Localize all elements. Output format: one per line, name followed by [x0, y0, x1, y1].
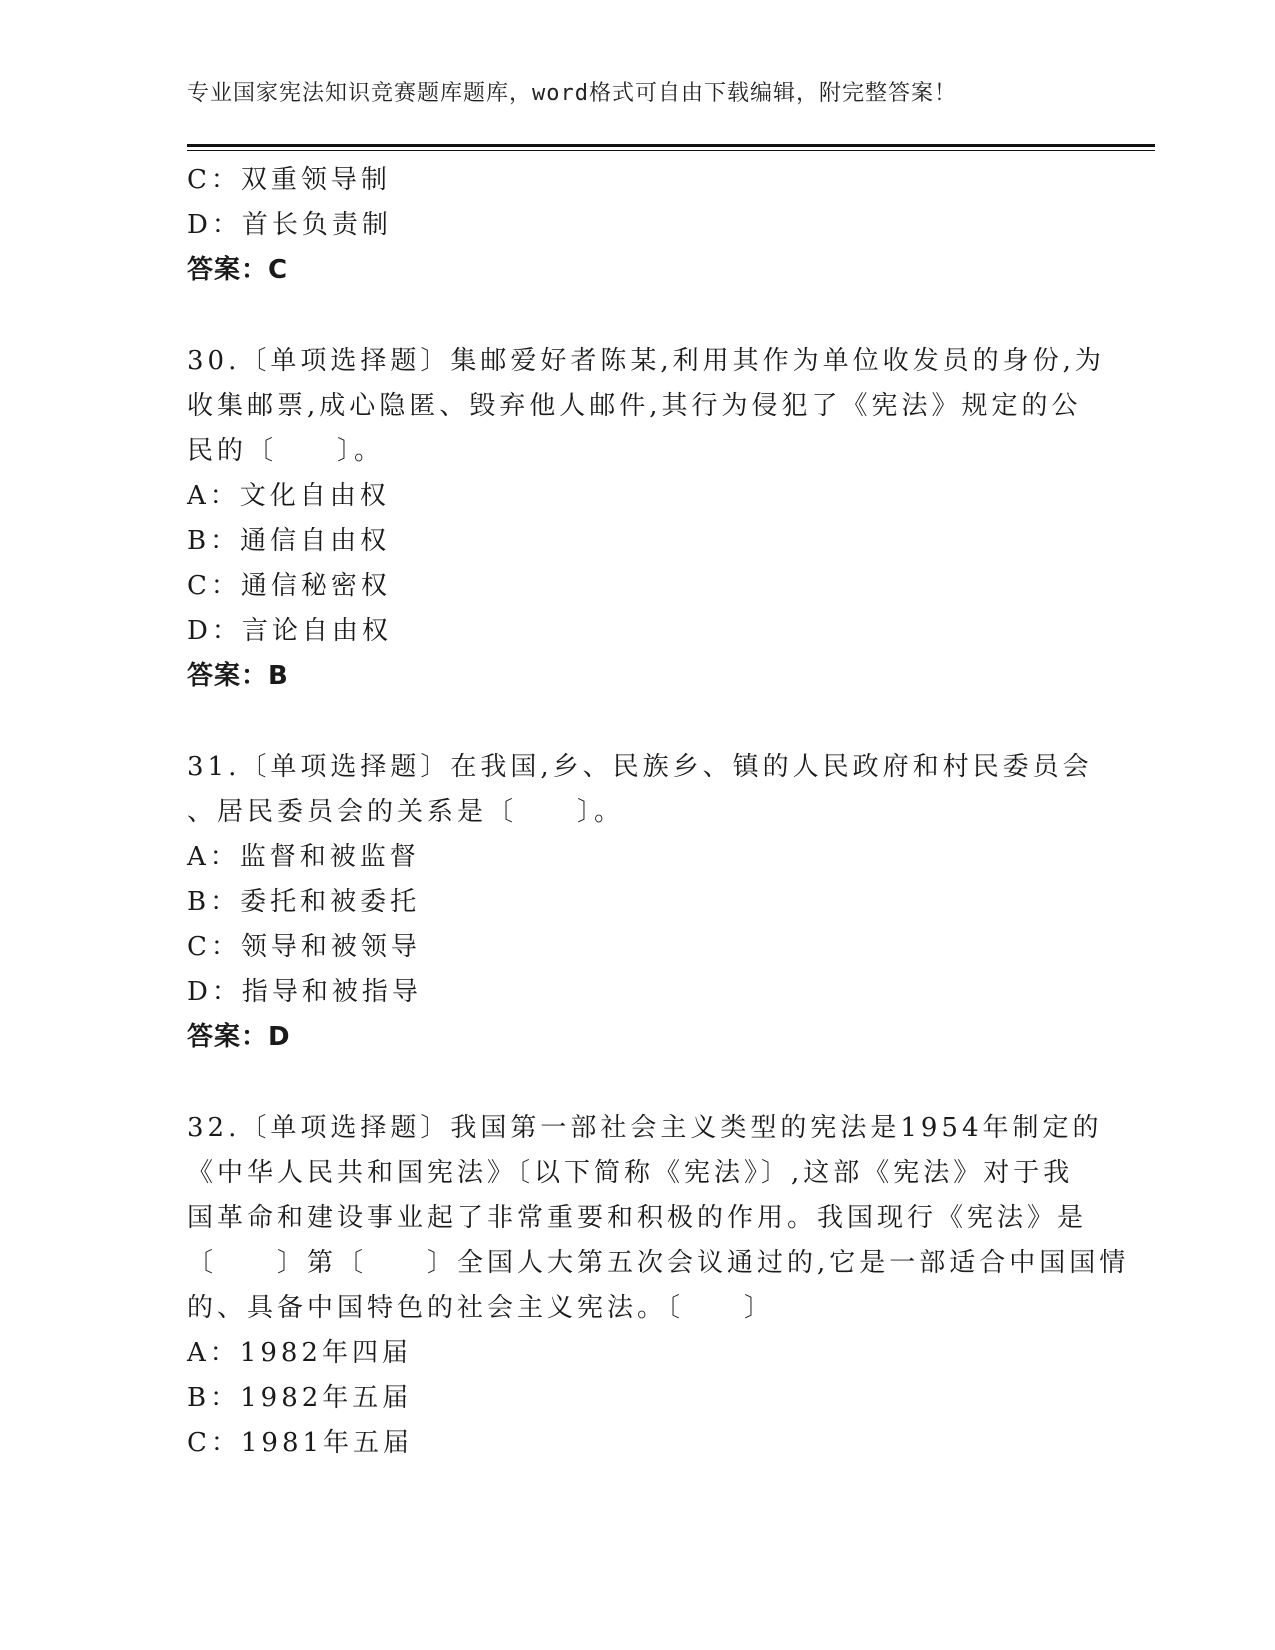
option-a: A：1982年四届 [187, 1338, 412, 1368]
question-stem-line: 《中华人民共和国宪法》〔以下简称《宪法》〕,这部《宪法》对于我 [187, 1158, 1074, 1188]
option-d: D：言论自由权 [187, 616, 392, 646]
question-stem-line: 收集邮票,成心隐匿、毁弃他人邮件,其行为侵犯了《宪法》规定的公 [187, 391, 1082, 421]
option-c: C：领导和被领导 [187, 932, 421, 962]
option-d: D：首长负责制 [187, 210, 392, 240]
question-stem-line: 国革命和建设事业起了非常重要和积极的作用。我国现行《宪法》是 [187, 1203, 1088, 1233]
option-c: C：双重领导制 [187, 165, 391, 195]
header-rule-thin [187, 150, 1155, 151]
question-stem-line: 32.〔单项选择题〕我国第一部社会主义类型的宪法是1954年制定的 [187, 1113, 1103, 1143]
option-b: B：1982年五届 [187, 1383, 413, 1413]
spacer [187, 1060, 1087, 1106]
option-d: D：指导和被指导 [187, 977, 422, 1007]
question-stem-line: 的、具备中国特色的社会主义宪法。〔 〕 [187, 1293, 775, 1323]
option-c: C：通信秘密权 [187, 571, 391, 601]
option-c: C：1981年五届 [187, 1428, 414, 1458]
question-stem-line: 〔 〕第〔 〕全国人大第五次会议通过的,它是一部适合中国国情 [187, 1248, 1130, 1278]
answer-line: 答案：C [187, 255, 289, 285]
option-a: A：监督和被监督 [187, 842, 420, 872]
question-stem-line: 民的〔 〕。 [187, 436, 385, 466]
answer-line: 答案：B [187, 661, 289, 691]
page-header: 专业国家宪法知识竞赛题库题库，word格式可自由下载编辑，附完整答案！ [187, 81, 957, 106]
question-stem-line: 、居民委员会的关系是〔 〕。 [187, 797, 625, 827]
header-rule-thick [187, 144, 1155, 147]
answer-line: 答案：D [187, 1022, 291, 1052]
question-stem-line: 31.〔单项选择题〕在我国,乡、民族乡、镇的人民政府和村民委员会 [187, 752, 1093, 782]
option-b: B：委托和被委托 [187, 887, 421, 917]
option-a: A：文化自由权 [187, 481, 390, 511]
question-stem-line: 30.〔单项选择题〕集邮爱好者陈某,利用其作为单位收发员的身份,为 [187, 346, 1105, 376]
option-b: B：通信自由权 [187, 526, 391, 556]
spacer [187, 699, 1087, 745]
question-content [187, 158, 1130, 1466]
spacer [187, 293, 1087, 339]
